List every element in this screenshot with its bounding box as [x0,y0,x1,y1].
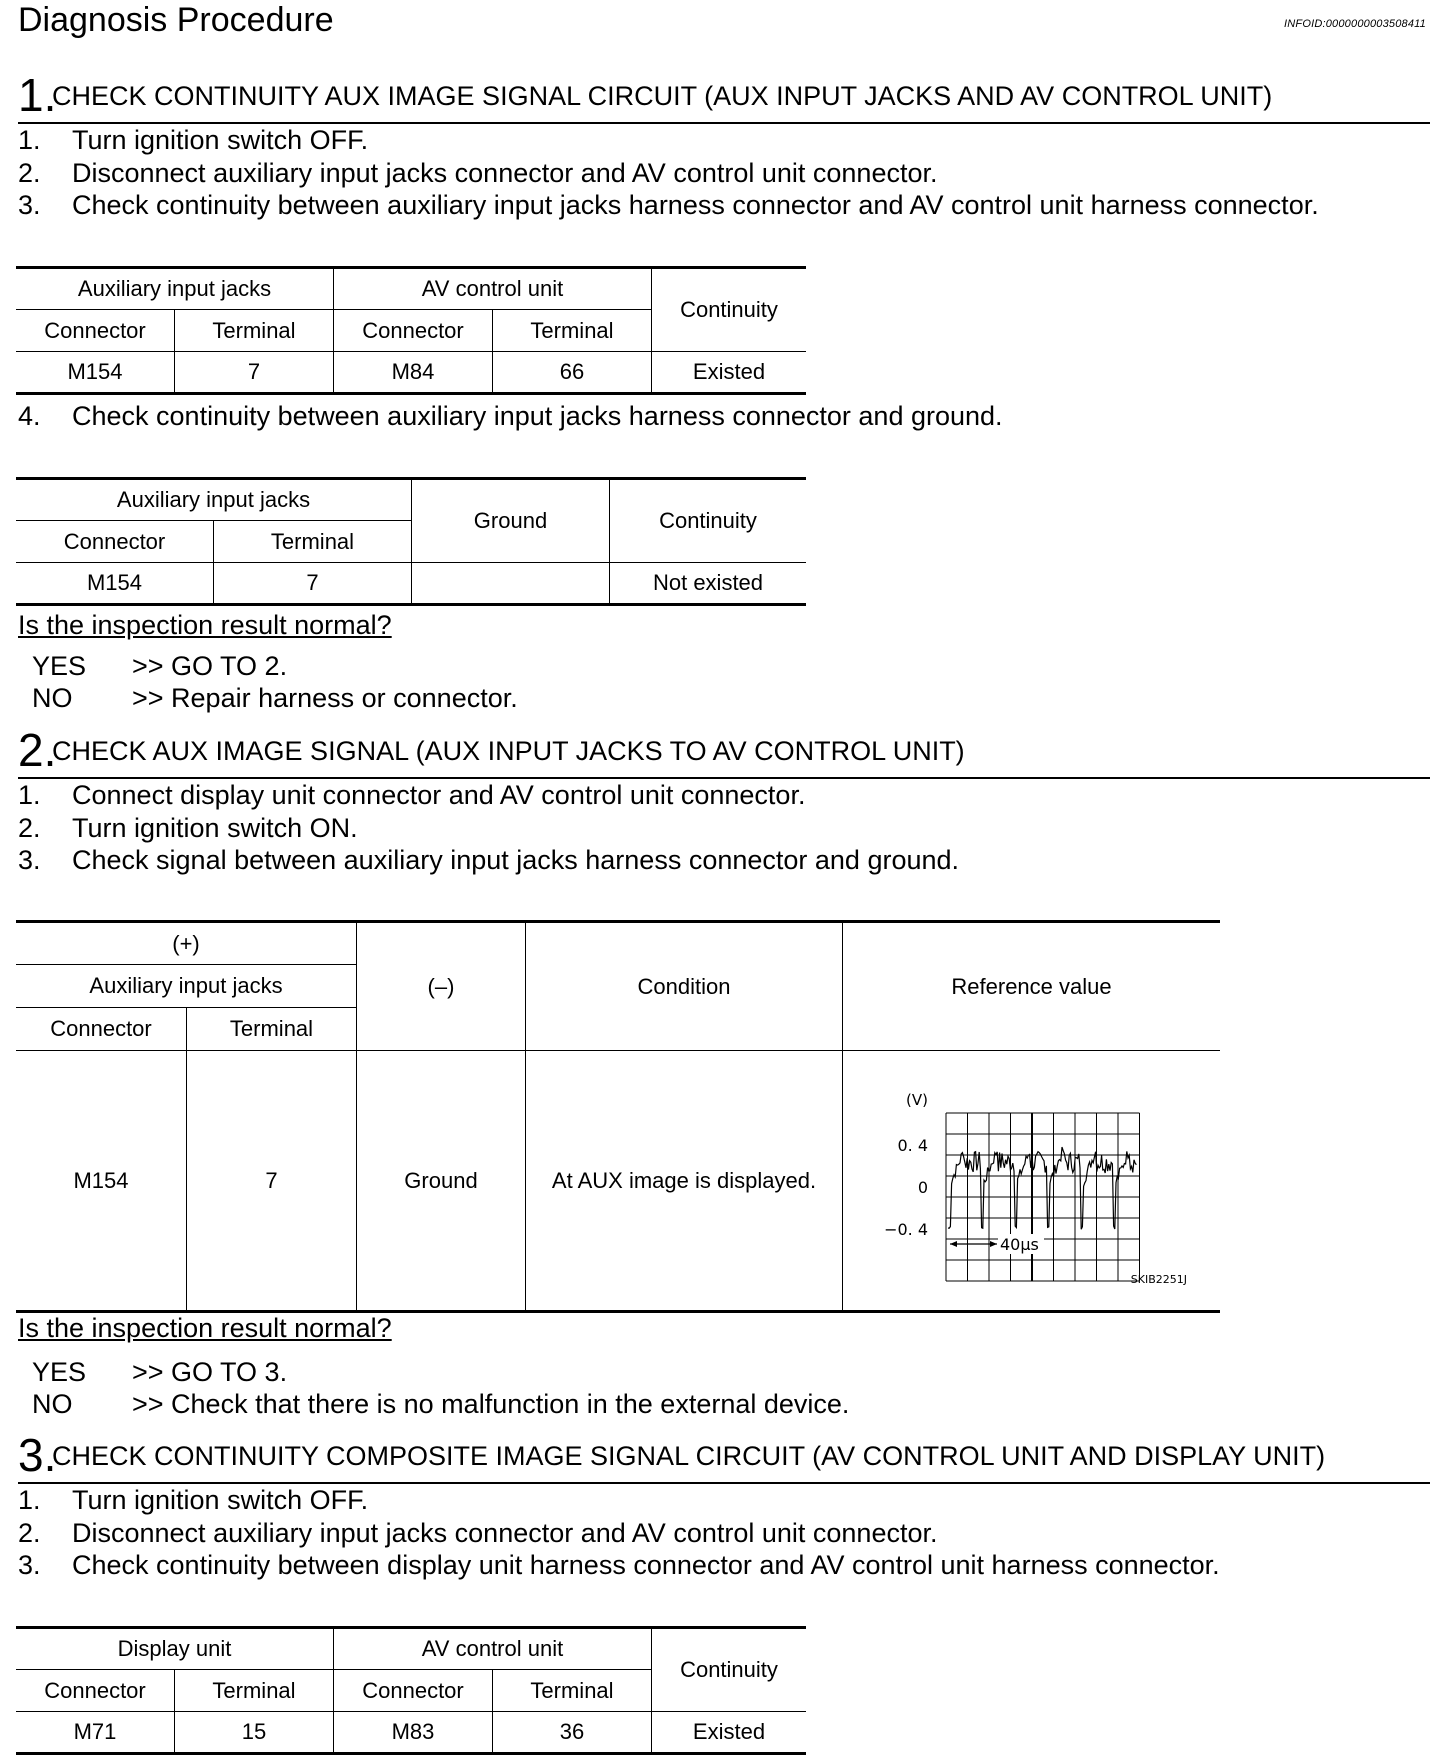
step-title: CHECK AUX IMAGE SIGNAL (AUX INPUT JACKS TO AV CONTROL UNIT) [52,736,965,766]
table-cell: M84 [334,352,493,394]
list-item: 1. Connect display unit connector and AV control unit connector. [18,780,806,810]
time-scale-label: 40μs [999,1234,1039,1254]
table-cell: M83 [334,1712,493,1754]
table-header: (+) [16,922,357,965]
table-header: AV control unit [334,268,652,310]
list-item: 3. Check continuity between display unit harness connector and AV control unit harness connector. [18,1550,1220,1580]
table-header: Terminal [187,1008,357,1051]
table-cell: At AUX image is displayed. [526,1051,843,1312]
result-options [32,1356,849,1420]
table-header: Connector [16,1670,175,1712]
table-header: Condition [526,922,843,1051]
table-header: Auxiliary input jacks [16,965,357,1008]
table-cell: 66 [493,352,652,394]
figure-code: SKIB2251J [1130,1272,1187,1286]
reference-waveform-cell [843,1051,1221,1312]
table-cell: 15 [175,1712,334,1754]
continuity-table-aux-ground [16,477,806,606]
step-3-instructions [18,1484,1220,1582]
waveform-trace [948,1147,1136,1229]
table-header: (–) [357,922,526,1051]
table-cell: Ground [357,1051,526,1312]
step-title: CHECK CONTINUITY COMPOSITE IMAGE SIGNAL CIRCUIT (AV CONTROL UNIT AND DISPLAY UNIT) [52,1441,1326,1471]
step-number: 3. [18,1429,57,1481]
list-item: 3. Check continuity between auxiliary input jacks harness connector and AV control unit harness connector. [18,190,1319,220]
table-cell: M154 [16,1051,187,1312]
table-cell: Existed [652,352,807,394]
list-item: 2. Disconnect auxiliary input jacks connector and AV control unit connector. [18,157,938,188]
step-3-heading [18,1429,1430,1484]
table-cell: M71 [16,1712,175,1754]
table-header: AV control unit [334,1628,652,1670]
table-header: Connector [16,310,175,352]
table-header: Connector [334,310,493,352]
waveform-grid [946,1113,1140,1281]
no-option: NO >> Repair harness or connector. [32,683,518,713]
y-tick-label: 0 [917,1177,928,1197]
step-2-heading [18,724,1430,779]
step-number: 1. [18,69,57,121]
oscilloscope-waveform [852,1071,1212,1291]
table-header: Continuity [652,268,807,352]
table-cell: Existed [652,1712,807,1754]
table-cell: M154 [16,352,175,394]
list-item: 4. Check continuity between auxiliary input jacks harness connector and ground. [18,401,1003,431]
info-id: INFOID:0000000003508411 [1284,18,1426,30]
table-header: Reference value [843,922,1221,1051]
table-header: Ground [412,479,610,563]
list-item: 2. Turn ignition switch ON. [18,812,358,843]
table-cell: 36 [493,1712,652,1754]
inspection-question: Is the inspection result normal? [18,1313,392,1343]
table-header: Connector [16,521,214,563]
table-header: Terminal [214,521,412,563]
step-2-instructions [18,779,959,877]
y-tick-label: 0. 4 [896,1135,928,1155]
table-header: Terminal [175,1670,334,1712]
table-header: Auxiliary input jacks [16,268,334,310]
table-header: Terminal [493,310,652,352]
y-tick-label: −0. 4 [883,1219,928,1239]
table-cell: 7 [175,352,334,394]
arrow-head-left [950,1241,957,1247]
inspection-question: Is the inspection result normal? [18,610,392,640]
table-header: Connector [334,1670,493,1712]
continuity-table-display-av [16,1626,806,1755]
table-header: Connector [16,1008,187,1051]
yes-option: YES >> GO TO 3. [32,1357,288,1387]
yes-option: YES >> GO TO 2. [32,651,288,681]
arrow-head-right [990,1241,997,1247]
continuity-table-aux-av [16,266,806,395]
list-item: 1. Turn ignition switch OFF. [18,1485,369,1515]
step-number: 2. [18,724,57,776]
no-option: NO >> Check that there is no malfunction in the external device. [32,1389,850,1419]
table-cell: M154 [16,563,214,605]
table-cell: 7 [214,563,412,605]
table-header: Terminal [175,310,334,352]
waveform-graph [852,1071,1212,1291]
list-item: 2. Disconnect auxiliary input jacks connector and AV control unit connector. [18,1517,938,1548]
table-header: Display unit [16,1628,334,1670]
waveform-unit: (V) [905,1090,928,1109]
table-header: Continuity [610,479,807,563]
step-1-instruction-4 [18,400,1003,433]
list-item: 1. Turn ignition switch OFF. [18,125,369,155]
signal-check-table [16,920,1220,1313]
step-title: CHECK CONTINUITY AUX IMAGE SIGNAL CIRCUIT (AUX INPUT JACKS AND AV CONTROL UNIT) [52,81,1273,111]
table-cell: Not existed [610,563,807,605]
list-item: 3. Check signal between auxiliary input jacks harness connector and ground. [18,845,960,875]
step-1-heading [18,69,1430,124]
table-header: Terminal [493,1670,652,1712]
table-cell [412,563,610,605]
table-header: Continuity [652,1628,807,1712]
page-title: Diagnosis Procedure [18,1,334,39]
step-1-instructions [18,124,1319,222]
result-options [32,650,518,714]
table-header: Auxiliary input jacks [16,479,412,521]
table-cell: 7 [187,1051,357,1312]
